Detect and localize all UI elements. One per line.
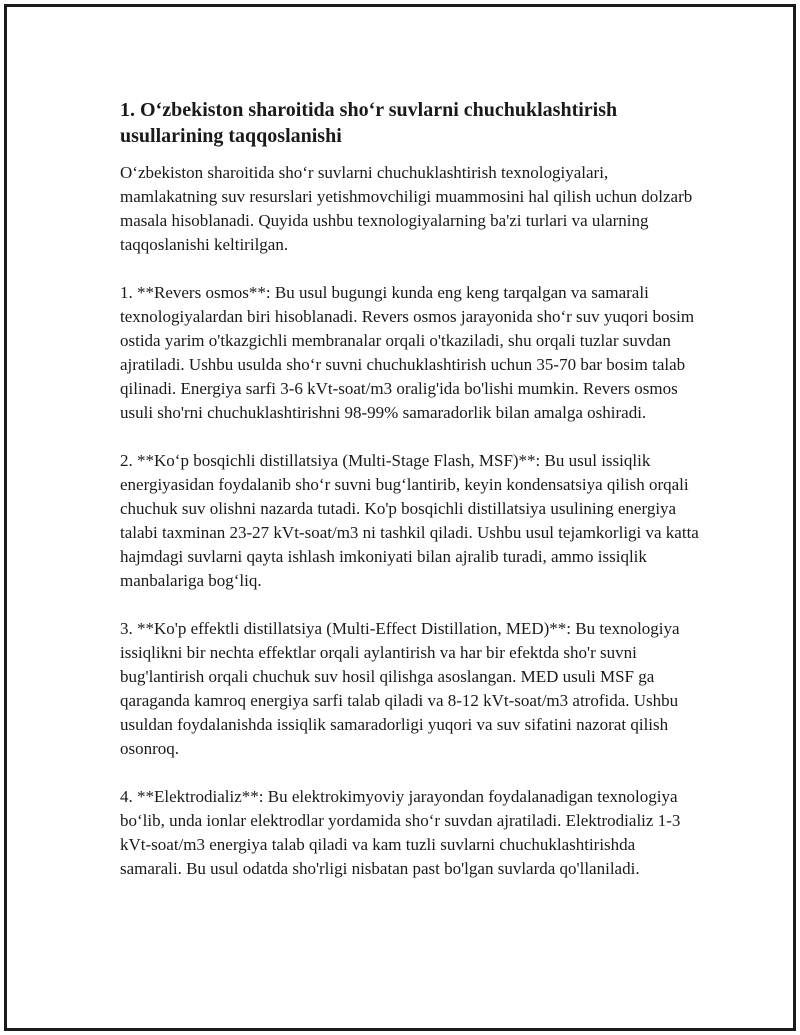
paragraph-electrodialysis: 4. **Elektrodializ**: Bu elektrokimyoviy jarayondan foydalanadigan texnologiya bo‘lib, unda ionlar elektrodlar yordamida sho‘r suvdan ajratiladi. Elektrodializ 1-3 kVt-soat/m3 energiya talab qiladi va kam tuzli suvlarni chuchuklashtirishda samarali. Bu usul odatda sho'rligi nisbatan past bo'lgan suvlarda qo'llaniladi. [120,787,681,878]
document-title: 1. O‘zbekiston sharoitida sho‘r suvlarni chuchuklashtirish usullarining taqqoslanishi [120,99,618,147]
paragraph-multi-stage-flash: 2. **Ko‘p bosqichli distillatsiya (Multi-Stage Flash, MSF)**: Bu usul issiqlik energiyasidan foydalanib sho‘r suvni bug‘lantirib, keyin kondensatsiya qilish orqali chuchuk suv olishni nazarda tutadi. Ko'p bosqichli distillatsiya usulining energiya talabi taxminan 23-27 kVt-soat/m3 ni tashkil qiladi. Ushbu usul tejamkorligi va katta hajmdagi suvlarni qayta ishlash imkoniyati bilan ajralib turadi, ammo issiqlik manbalariga bog‘liq. [120,451,699,590]
paragraph-reverse-osmosis: 1. **Revers osmos**: Bu usul bugungi kunda eng keng tarqalgan va samarali texnologiyalardan biri hisoblanadi. Revers osmos jarayonida sho‘r suv yuqori bosim ostida yarim o'tkazgichli membranalar orqali o'tkaziladi, shu orqali tuzlar suvdan ajratiladi. Ushbu usulda sho‘r suvni chuchuklashtirish uchun 35-70 bar bosim talab qilinadi. Energiya sarfi 3-6 kVt-soat/m3 oralig'ida bo'lishi mumkin. Revers osmos usuli sho'rni chuchuklashtirishni 98-99% samaradorlik bilan amalga oshiradi. [120,283,695,422]
intro-paragraph: O‘zbekiston sharoitida sho‘r suvlarni chuchuklashtirish texnologiyalari, mamlakatning suv resurslari yetishmovchiligi muammosini hal qilish uchun dolzarb masala hisoblanadi. Quyida ushbu texnologiyalarning ba'zi turlari va ularning taqqoslanishi keltirilgan. [120,163,693,254]
document-body [120,97,700,905]
document-page [4,4,796,1031]
paragraph-multi-effect-distillation: 3. **Ko'p effektli distillatsiya (Multi-Effect Distillation, MED)**: Bu texnologiya issiqlikni bir nechta effektlar orqali aylantirish va har bir efektda sho'r suvni bug'lantirish orqali chuchuk suv hosil qilishga asoslangan. MED usuli MSF ga qaraganda kamroq energiya sarfi talab qiladi va 8-12 kVt-soat/m3 atrofida. Ushbu usuldan foydalanishda issiqlik samaradorligi yuqori va suv sifatini nazorat qilish osonroq. [120,619,680,758]
